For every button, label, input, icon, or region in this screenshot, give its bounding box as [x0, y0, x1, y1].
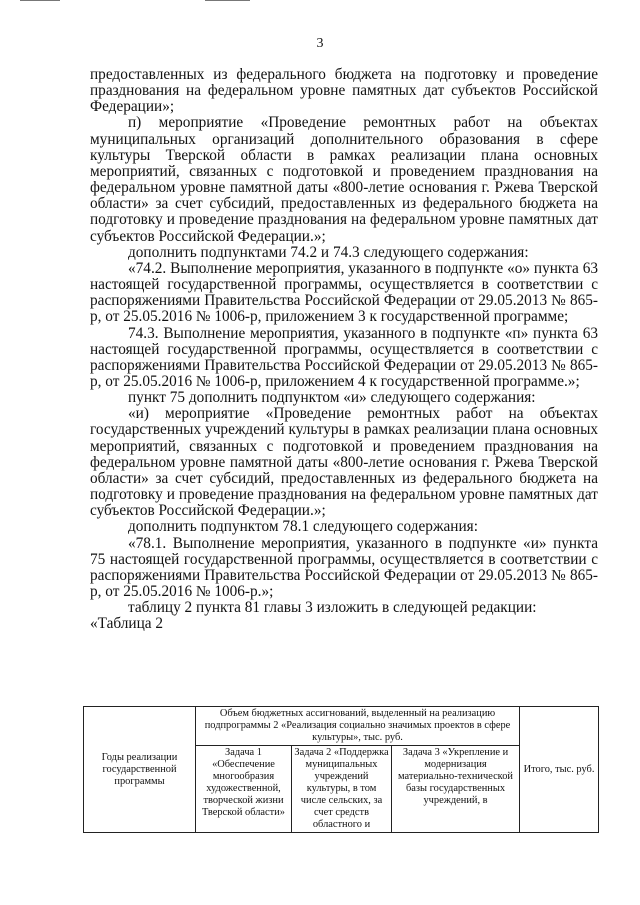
- page-number: 3: [316, 36, 324, 51]
- task-2-header: Задача 2 «Поддержка муниципальных учреждений культуры, в том числе сельских, за счет средств областного и: [292, 746, 392, 833]
- paragraph-amend-75: пункт 75 дополнить подпунктом «и» следующего содержания:: [128, 389, 536, 407]
- table-label: «Таблица 2: [90, 615, 164, 633]
- paragraph-item-i: «и) мероприятие «Проведение ремонтных работ на объектах государственных учреждений культуры в рамках реализации плана основных мероприятий, связанных с подготовкой и проведением празднования на федеральном уровне памятной даты «800-летие основания г. Ржева Тверской области» за счет субсидий, предоставленных из федерального бюджета на подготовку и проведение празднования на федеральном уровне памятных дат субъектов Российской Федерации.»;: [90, 405, 598, 520]
- paragraph-74-2: «74.2. Выполнение мероприятия, указанного в подпункте «о» пункта 63 настоящей государственной программы, осуществляется в соответствии с распоряжениями Правительства Российской Федерации от 29.05.2013 № 865-р, от 25.05.2016 № 1006-р, приложением 3 к государственной программе;: [90, 259, 598, 326]
- total-header: Итого, тыс. руб.: [520, 707, 599, 833]
- task-1-header: Задача 1 «Обеспечение многообразия художественной, творческой жизни Тверской области»: [196, 746, 292, 833]
- paragraph-table-intro: таблицу 2 пункта 81 главы 3 изложить в следующей редакции:: [128, 599, 537, 617]
- paragraph-74-3: 74.3. Выполнение мероприятия, указанного в подпункте «п» пункта 63 настоящей государственной программы, осуществляется в соответствии с распоряжениями Правительства Российской Федерации от 29.05.2013 № 865-р, от 25.05.2016 № 1006-р, приложением 4 к государственной программе.»;: [90, 324, 598, 390]
- paragraph-amend-74: дополнить подпунктами 74.2 и 74.3 следующего содержания:: [128, 243, 529, 261]
- table-header-row: [84, 707, 599, 746]
- budget-group-header: Объем бюджетных ассигнований, выделенный на реализацию подпрограммы 2 «Реализация социально значимых проектов в сфере культуры», тыс. руб.: [196, 707, 520, 746]
- paragraph-78-1: «78.1. Выполнение мероприятия, указанного в подпункте «и» пункта 75 настоящей государственной программы, осуществляется в соответствии с распоряжениями Правительства Российской Федерации от 29.05.2013 № 865-р, от 25.05.2016 № 1006-р.»;: [90, 534, 598, 600]
- paragraph-amend-78: дополнить подпунктом 78.1 следующего содержания:: [128, 518, 478, 536]
- budget-table: [83, 706, 599, 833]
- paragraph-item-p: п) мероприятие «Проведение ремонтных работ на объектах муниципальных организаций дополнительного образования в сфере культуры Тверской области в рамках реализации плана основных мероприятий, связанных с подготовкой и проведением празднования на федеральном уровне памятной даты «800-летие основания г. Ржева Тверской области» за счет субсидий, предоставленных из федерального бюджета на подготовку и проведение празднования на федеральном уровне памятных дат субъектов Российской Федерации.»;: [90, 114, 598, 245]
- paragraph-continuation: предоставленных из федерального бюджета на подготовку и проведение празднования на федеральном уровне памятных дат субъектов Российской Федерации»;: [90, 66, 598, 116]
- top-rule-left: [20, 0, 60, 1]
- task-3-header: Задача 3 «Укрепление и модернизация материально-технической базы государственных учреждений, в: [392, 746, 520, 833]
- top-rule-right: [205, 0, 250, 1]
- years-header: Годы реализации государственной программы: [84, 707, 196, 833]
- body-text: [90, 67, 598, 632]
